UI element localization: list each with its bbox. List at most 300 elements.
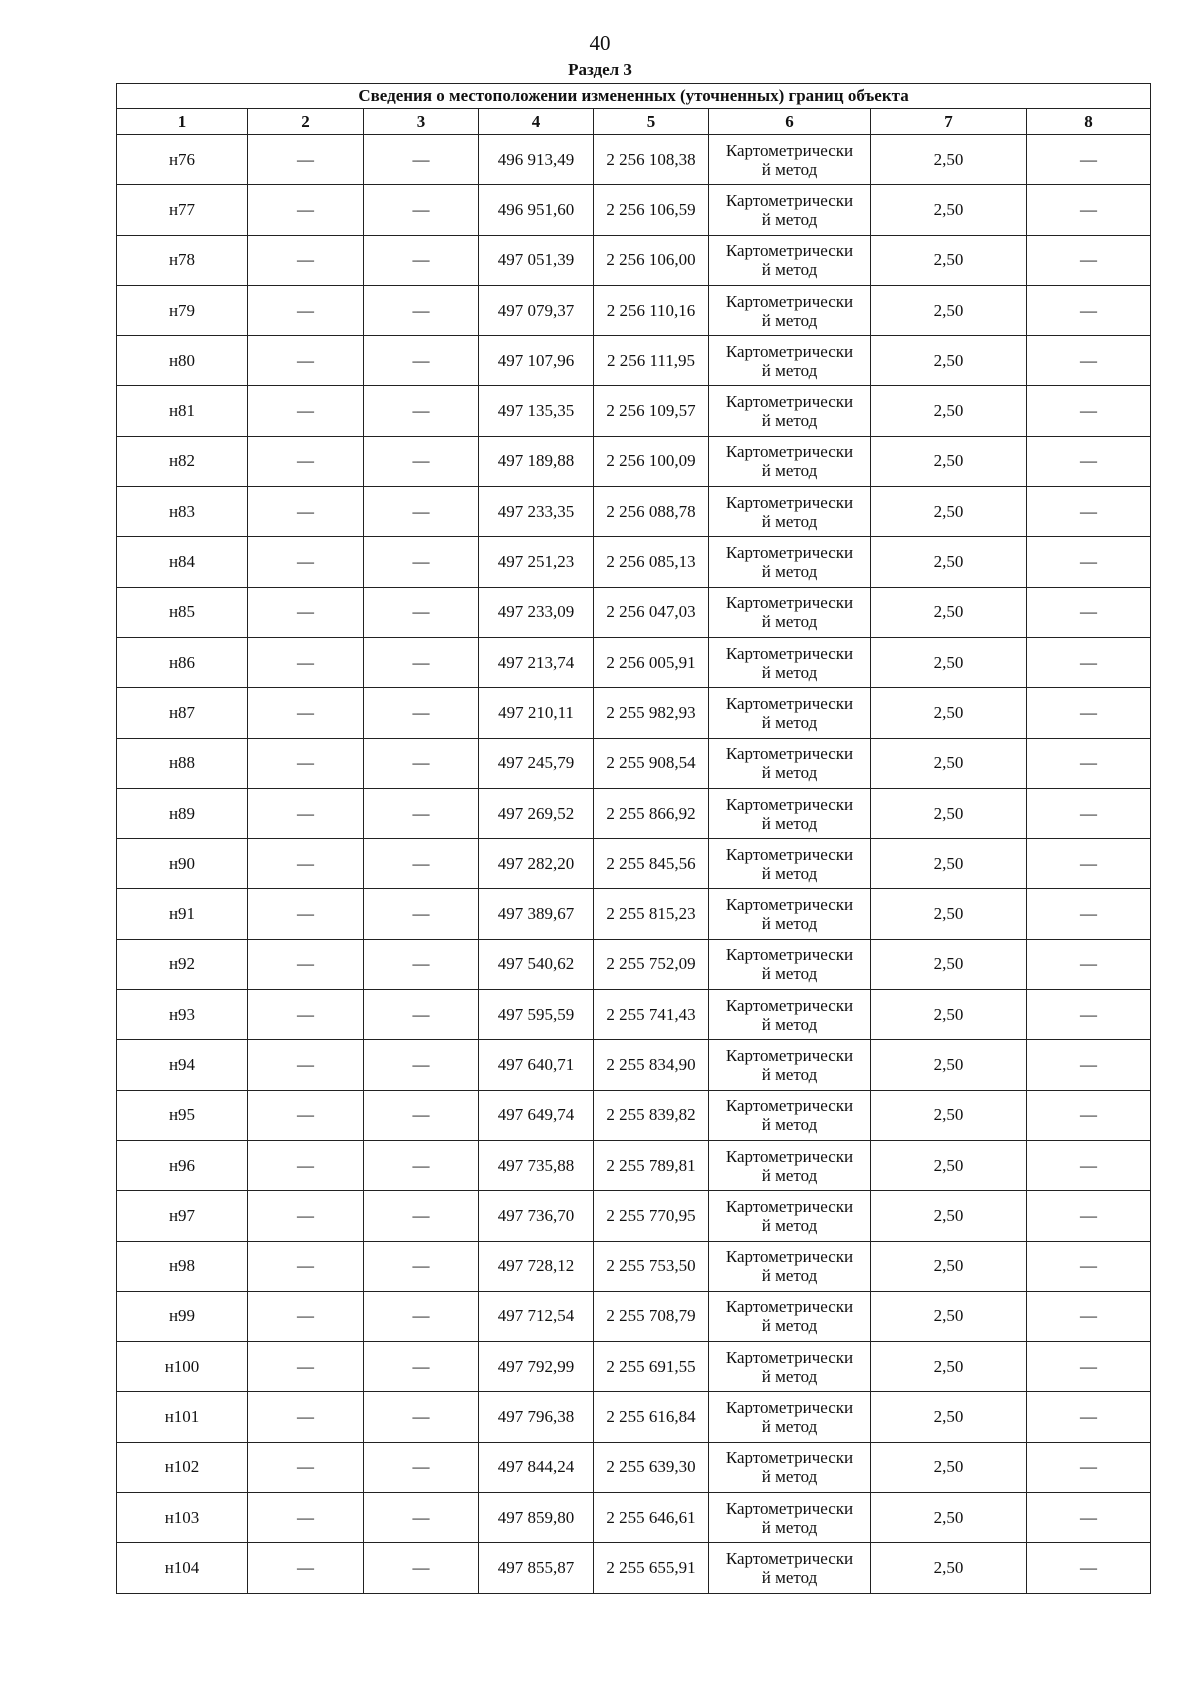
method-line-2: й метод [761,1266,818,1286]
table-row [117,939,1151,989]
col2-cell: — [248,1191,364,1241]
coord-y-cell: 2 256 106,00 [594,235,709,285]
section-title: Раздел 3 [568,60,632,79]
method-line-1: Картометрически [725,1196,854,1216]
coord-x-cell: 497 079,37 [479,285,594,335]
col3-cell: — [364,285,479,335]
coord-y-cell: 2 256 110,16 [594,285,709,335]
coord-y-cell: 2 255 982,93 [594,688,709,738]
table-row [117,487,1151,537]
coord-x-cell: 497 712,54 [479,1291,594,1341]
table-row [117,1442,1151,1492]
col8-cell: — [1027,235,1151,285]
table-row [117,386,1151,436]
coord-x-cell: 497 213,74 [479,637,594,687]
coord-x-cell: 497 233,09 [479,587,594,637]
col8-cell: — [1027,1392,1151,1442]
method-line-2: й метод [761,511,818,531]
method-line-2: й метод [761,1064,818,1084]
col3-cell: — [364,1241,479,1291]
col8-cell: — [1027,1493,1151,1543]
point-id-cell: н96 [117,1140,248,1190]
col2-cell: — [248,637,364,687]
col3-cell: — [364,386,479,436]
accuracy-cell: 2,50 [871,1191,1027,1241]
point-id-cell: н93 [117,990,248,1040]
col2-cell: — [248,1090,364,1140]
column-number-row [117,109,1151,135]
col2-cell: — [248,1493,364,1543]
method-line-1: Картометрически [725,1247,854,1267]
method-line-1: Картометрически [725,1548,854,1568]
col2-cell: — [248,839,364,889]
accuracy-cell: 2,50 [871,1543,1027,1593]
accuracy-cell: 2,50 [871,1392,1027,1442]
method-line-2: й метод [761,662,818,682]
table-row [117,1493,1151,1543]
table-row [117,1342,1151,1392]
col2-cell: — [248,587,364,637]
table-body [117,135,1151,1594]
accuracy-cell: 2,50 [871,1442,1027,1492]
point-id-cell: н104 [117,1543,248,1593]
table-caption-row [117,84,1151,109]
method-line-1: Картометрически [725,1398,854,1418]
method-cell [709,1090,871,1140]
coord-x-cell: 497 245,79 [479,738,594,788]
method-line-2: й метод [761,763,818,783]
table-row [117,436,1151,486]
method-cell [709,386,871,436]
col3-cell: — [364,788,479,838]
point-id-cell: н100 [117,1342,248,1392]
table-row [117,1241,1151,1291]
accuracy-cell: 2,50 [871,386,1027,436]
method-cell [709,1040,871,1090]
table-row [117,990,1151,1040]
table-row [117,788,1151,838]
accuracy-cell: 2,50 [871,839,1027,889]
method-line-1: Картометрически [725,643,854,663]
col8-cell: — [1027,1090,1151,1140]
coord-x-cell: 497 282,20 [479,839,594,889]
table-row [117,537,1151,587]
coord-x-cell: 497 233,35 [479,487,594,537]
method-line-2: й метод [761,1467,818,1487]
method-line-1: Картометрически [725,1297,854,1317]
coord-x-cell: 497 796,38 [479,1392,594,1442]
coord-y-cell: 2 256 111,95 [594,336,709,386]
col3-cell: — [364,436,479,486]
method-cell [709,587,871,637]
method-line-1: Картометрически [725,1096,854,1116]
table-row [117,285,1151,335]
col8-cell: — [1027,889,1151,939]
table-row [117,1543,1151,1593]
method-line-2: й метод [761,1165,818,1185]
boundary-coordinates-table [116,83,1151,1594]
coord-y-cell: 2 255 908,54 [594,738,709,788]
point-id-cell: н79 [117,285,248,335]
col3-cell: — [364,487,479,537]
column-header-3: 3 [364,109,479,135]
point-id-cell: н99 [117,1291,248,1341]
coord-x-cell: 497 595,59 [479,990,594,1040]
coord-x-cell: 497 210,11 [479,688,594,738]
table-row [117,185,1151,235]
coord-y-cell: 2 256 109,57 [594,386,709,436]
coord-x-cell: 497 728,12 [479,1241,594,1291]
col2-cell: — [248,1040,364,1090]
method-cell [709,487,871,537]
col3-cell: — [364,1543,479,1593]
coord-x-cell: 497 649,74 [479,1090,594,1140]
method-line-2: й метод [761,1215,818,1235]
col3-cell: — [364,990,479,1040]
col2-cell: — [248,889,364,939]
coord-y-cell: 2 255 845,56 [594,839,709,889]
method-cell [709,235,871,285]
coord-y-cell: 2 256 106,59 [594,185,709,235]
col2-cell: — [248,537,364,587]
method-cell [709,1342,871,1392]
coord-y-cell: 2 255 691,55 [594,1342,709,1392]
coord-x-cell: 497 389,67 [479,889,594,939]
method-cell [709,939,871,989]
method-line-1: Картометрически [725,844,854,864]
coord-y-cell: 2 255 708,79 [594,1291,709,1341]
col2-cell: — [248,738,364,788]
point-id-cell: н92 [117,939,248,989]
method-line-2: й метод [761,863,818,883]
point-id-cell: н81 [117,386,248,436]
column-header-2: 2 [248,109,364,135]
accuracy-cell: 2,50 [871,587,1027,637]
col2-cell: — [248,1543,364,1593]
col2-cell: — [248,235,364,285]
col3-cell: — [364,1493,479,1543]
col2-cell: — [248,1342,364,1392]
col3-cell: — [364,1191,479,1241]
col8-cell: — [1027,185,1151,235]
point-id-cell: н76 [117,135,248,185]
method-line-2: й метод [761,1567,818,1587]
point-id-cell: н101 [117,1392,248,1442]
col2-cell: — [248,688,364,738]
table-row [117,738,1151,788]
method-cell [709,637,871,687]
col3-cell: — [364,688,479,738]
method-cell [709,1291,871,1341]
method-cell [709,1241,871,1291]
point-id-cell: н103 [117,1493,248,1543]
col8-cell: — [1027,487,1151,537]
coord-y-cell: 2 255 752,09 [594,939,709,989]
col8-cell: — [1027,1241,1151,1291]
accuracy-cell: 2,50 [871,939,1027,989]
method-line-1: Картометрически [725,492,854,512]
table-row [117,135,1151,185]
point-id-cell: н91 [117,889,248,939]
coord-x-cell: 497 735,88 [479,1140,594,1190]
col8-cell: — [1027,1291,1151,1341]
col2-cell: — [248,788,364,838]
method-line-2: й метод [761,159,818,179]
point-id-cell: н85 [117,587,248,637]
point-id-cell: н98 [117,1241,248,1291]
method-cell [709,185,871,235]
accuracy-cell: 2,50 [871,1342,1027,1392]
point-id-cell: н88 [117,738,248,788]
col2-cell: — [248,336,364,386]
point-id-cell: н78 [117,235,248,285]
coord-y-cell: 2 255 741,43 [594,990,709,1040]
method-line-2: й метод [761,209,818,229]
col2-cell: — [248,990,364,1040]
method-line-1: Картометрически [725,945,854,965]
coord-y-cell: 2 256 047,03 [594,587,709,637]
column-header-6: 6 [709,109,871,135]
method-cell [709,788,871,838]
method-cell [709,688,871,738]
col3-cell: — [364,939,479,989]
method-line-2: й метод [761,562,818,582]
table-caption: Сведения о местоположении измененных (уточненных) границ объекта [117,84,1151,109]
coord-y-cell: 2 256 005,91 [594,637,709,687]
table-row [117,1140,1151,1190]
method-line-1: Картометрически [725,995,854,1015]
method-cell [709,839,871,889]
coord-y-cell: 2 256 088,78 [594,487,709,537]
col8-cell: — [1027,386,1151,436]
col3-cell: — [364,1442,479,1492]
col3-cell: — [364,1291,479,1341]
method-line-2: й метод [761,1014,818,1034]
col2-cell: — [248,386,364,436]
col8-cell: — [1027,1442,1151,1492]
point-id-cell: н102 [117,1442,248,1492]
col3-cell: — [364,537,479,587]
col2-cell: — [248,1291,364,1341]
col8-cell: — [1027,738,1151,788]
table-row [117,235,1151,285]
accuracy-cell: 2,50 [871,285,1027,335]
col8-cell: — [1027,637,1151,687]
coord-y-cell: 2 255 839,82 [594,1090,709,1140]
method-line-2: й метод [761,712,818,732]
accuracy-cell: 2,50 [871,990,1027,1040]
col8-cell: — [1027,1342,1151,1392]
col2-cell: — [248,1241,364,1291]
table-row [117,1392,1151,1442]
coord-y-cell: 2 256 100,09 [594,436,709,486]
method-line-1: Картометрически [725,291,854,311]
column-header-8: 8 [1027,109,1151,135]
method-cell [709,1442,871,1492]
col3-cell: — [364,1342,479,1392]
col3-cell: — [364,235,479,285]
point-id-cell: н80 [117,336,248,386]
col8-cell: — [1027,336,1151,386]
coord-y-cell: 2 255 753,50 [594,1241,709,1291]
accuracy-cell: 2,50 [871,1241,1027,1291]
table-row [117,839,1151,889]
col3-cell: — [364,135,479,185]
coord-x-cell: 497 189,88 [479,436,594,486]
method-cell [709,1543,871,1593]
table-row [117,688,1151,738]
accuracy-cell: 2,50 [871,889,1027,939]
point-id-cell: н94 [117,1040,248,1090]
method-line-1: Картометрически [725,1045,854,1065]
method-cell [709,537,871,587]
column-header-4: 4 [479,109,594,135]
table-row [117,889,1151,939]
coord-y-cell: 2 255 616,84 [594,1392,709,1442]
method-cell [709,1493,871,1543]
coord-x-cell: 497 269,52 [479,788,594,838]
coord-x-cell: 497 135,35 [479,386,594,436]
accuracy-cell: 2,50 [871,336,1027,386]
method-line-1: Картометрически [725,190,854,210]
method-line-1: Картометрически [725,1498,854,1518]
column-header-5: 5 [594,109,709,135]
col3-cell: — [364,1392,479,1442]
method-line-2: й метод [761,612,818,632]
col8-cell: — [1027,839,1151,889]
point-id-cell: н89 [117,788,248,838]
accuracy-cell: 2,50 [871,688,1027,738]
coord-y-cell: 2 255 834,90 [594,1040,709,1090]
coord-y-cell: 2 256 085,13 [594,537,709,587]
accuracy-cell: 2,50 [871,436,1027,486]
column-header-1: 1 [117,109,248,135]
col8-cell: — [1027,990,1151,1040]
coord-y-cell: 2 255 655,91 [594,1543,709,1593]
col3-cell: — [364,637,479,687]
method-line-2: й метод [761,1366,818,1386]
accuracy-cell: 2,50 [871,1040,1027,1090]
method-cell [709,285,871,335]
coord-x-cell: 497 251,23 [479,537,594,587]
point-id-cell: н97 [117,1191,248,1241]
col8-cell: — [1027,1543,1151,1593]
table-row [117,1191,1151,1241]
method-line-1: Картометрически [725,341,854,361]
col2-cell: — [248,285,364,335]
coord-x-cell: 496 913,49 [479,135,594,185]
col3-cell: — [364,1040,479,1090]
coord-x-cell: 497 051,39 [479,235,594,285]
coord-x-cell: 497 736,70 [479,1191,594,1241]
point-id-cell: н86 [117,637,248,687]
col2-cell: — [248,1140,364,1190]
point-id-cell: н90 [117,839,248,889]
method-line-1: Картометрически [725,1448,854,1468]
method-cell [709,1392,871,1442]
method-line-1: Картометрически [725,140,854,160]
col2-cell: — [248,939,364,989]
method-cell [709,1140,871,1190]
accuracy-cell: 2,50 [871,1090,1027,1140]
col2-cell: — [248,436,364,486]
coord-y-cell: 2 255 789,81 [594,1140,709,1190]
method-line-1: Картометрически [725,442,854,462]
col3-cell: — [364,738,479,788]
accuracy-cell: 2,50 [871,537,1027,587]
method-line-2: й метод [761,1316,818,1336]
col2-cell: — [248,1392,364,1442]
table-row [117,1090,1151,1140]
page-number: 40 [589,31,611,55]
coord-y-cell: 2 256 108,38 [594,135,709,185]
method-line-1: Картометрически [725,794,854,814]
col3-cell: — [364,839,479,889]
method-cell [709,135,871,185]
table-row [117,587,1151,637]
method-line-2: й метод [761,813,818,833]
method-cell [709,336,871,386]
col2-cell: — [248,1442,364,1492]
col3-cell: — [364,336,479,386]
coord-x-cell: 497 792,99 [479,1342,594,1392]
coord-x-cell: 496 951,60 [479,185,594,235]
accuracy-cell: 2,50 [871,738,1027,788]
col8-cell: — [1027,436,1151,486]
method-cell [709,889,871,939]
table-row [117,336,1151,386]
point-id-cell: н84 [117,537,248,587]
method-line-2: й метод [761,260,818,280]
method-cell [709,436,871,486]
point-id-cell: н82 [117,436,248,486]
col8-cell: — [1027,788,1151,838]
method-line-1: Картометрически [725,392,854,412]
method-cell [709,990,871,1040]
col8-cell: — [1027,688,1151,738]
method-cell [709,1191,871,1241]
coord-y-cell: 2 255 815,23 [594,889,709,939]
accuracy-cell: 2,50 [871,637,1027,687]
method-cell [709,738,871,788]
method-line-1: Картометрически [725,543,854,563]
coord-y-cell: 2 255 646,61 [594,1493,709,1543]
point-id-cell: н87 [117,688,248,738]
col2-cell: — [248,185,364,235]
method-line-1: Картометрически [725,1347,854,1367]
method-line-1: Картометрически [725,593,854,613]
col2-cell: — [248,135,364,185]
col3-cell: — [364,185,479,235]
col3-cell: — [364,1090,479,1140]
accuracy-cell: 2,50 [871,788,1027,838]
accuracy-cell: 2,50 [871,1140,1027,1190]
col2-cell: — [248,487,364,537]
method-line-2: й метод [761,914,818,934]
table-row [117,637,1151,687]
accuracy-cell: 2,50 [871,135,1027,185]
col8-cell: — [1027,537,1151,587]
col8-cell: — [1027,939,1151,989]
method-line-2: й метод [761,964,818,984]
method-line-1: Картометрически [725,241,854,261]
method-line-1: Картометрически [725,895,854,915]
coord-x-cell: 497 640,71 [479,1040,594,1090]
point-id-cell: н77 [117,185,248,235]
col8-cell: — [1027,285,1151,335]
coord-y-cell: 2 255 639,30 [594,1442,709,1492]
col8-cell: — [1027,135,1151,185]
